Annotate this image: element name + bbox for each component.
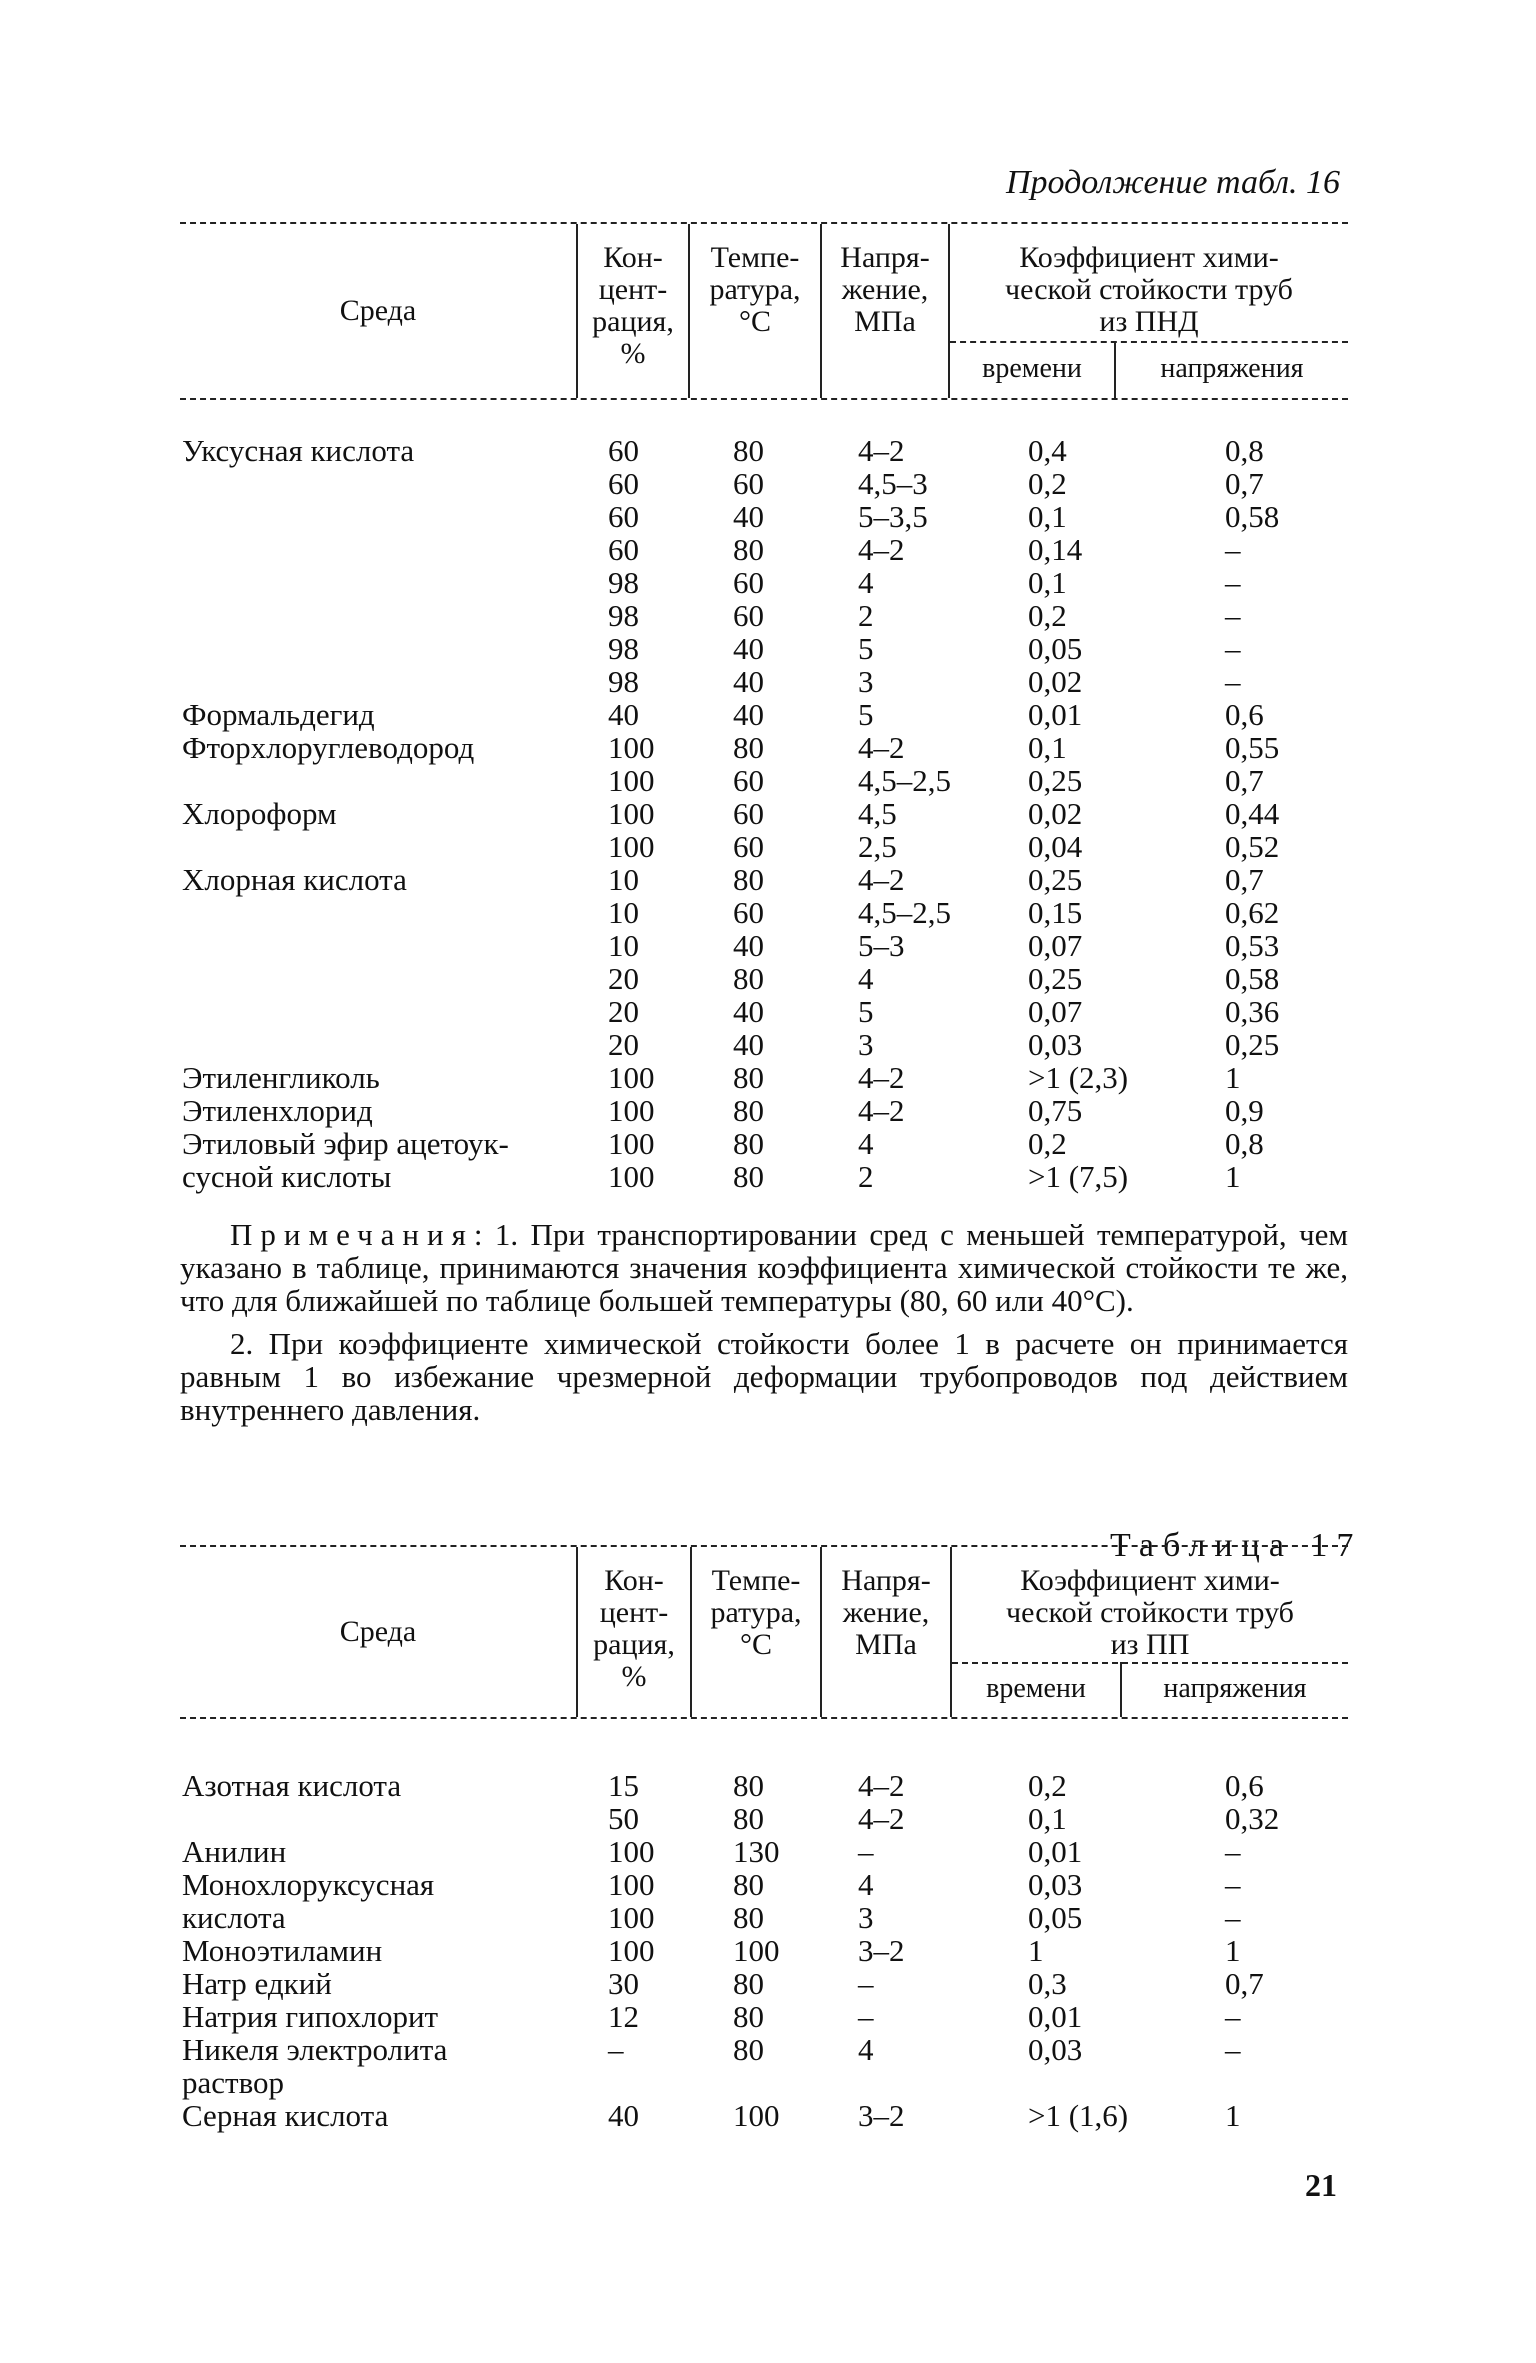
cell-concentration: 20 — [608, 961, 639, 996]
cell-stress: 4 — [858, 1867, 874, 1902]
cell-time-coef: 0,04 — [1028, 829, 1083, 864]
table-row — [180, 929, 1348, 962]
cell-stress-coef: 1 — [1225, 2098, 1241, 2133]
table-row — [180, 467, 1348, 500]
table-row — [180, 1934, 1348, 1967]
cell-time-coef: 0,3 — [1028, 1966, 1067, 2001]
cell-medium: Хлорная кислота — [182, 862, 407, 897]
cell-stress-coef: 1 — [1225, 1933, 1241, 1968]
cell-temperature: 60 — [733, 829, 764, 864]
cell-stress: 3 — [858, 1900, 874, 1935]
cell-concentration: 100 — [608, 1900, 655, 1935]
table-17-body — [180, 1769, 1348, 2132]
cell-stress-coef: 0,8 — [1225, 433, 1264, 468]
header-concentration: Кон- цент- рация, % — [592, 241, 674, 370]
cell-stress: 3–2 — [858, 1933, 905, 1968]
cell-medium: Хлороформ — [182, 796, 337, 831]
cell-stress: 3 — [858, 664, 874, 699]
cell-temperature: 40 — [733, 664, 764, 699]
cell-temperature: 80 — [733, 1093, 764, 1128]
notes-label: Примечания — [230, 1217, 474, 1252]
cell-medium: Формальдегид — [182, 697, 375, 732]
cell-concentration: 12 — [608, 1999, 639, 2034]
header-coefficient: Коэффициент хими- ческой стойкости труб из ПНД — [1005, 241, 1293, 338]
table-row — [180, 830, 1348, 863]
cell-temperature: 80 — [733, 1999, 764, 2034]
table-row — [180, 599, 1348, 632]
cell-temperature: 80 — [733, 2032, 764, 2067]
cell-medium: Никеля электролита — [182, 2032, 448, 2067]
cell-time-coef: 0,1 — [1028, 730, 1067, 765]
cell-stress-coef: – — [1225, 2032, 1241, 2067]
cell-stress: 3 — [858, 1027, 874, 1062]
table-row — [180, 533, 1348, 566]
table-row — [180, 1127, 1348, 1160]
table-row — [180, 764, 1348, 797]
cell-concentration: 50 — [608, 1801, 639, 1836]
notes — [180, 1218, 1348, 1426]
cell-concentration: 100 — [608, 730, 655, 765]
cell-temperature: 40 — [733, 499, 764, 534]
cell-concentration: 60 — [608, 499, 639, 534]
cell-medium: Монохлоруксусная — [182, 1867, 435, 1902]
cell-concentration: 30 — [608, 1966, 639, 2001]
cell-time-coef: 0,2 — [1028, 1126, 1067, 1161]
cell-concentration: 100 — [608, 763, 655, 798]
cell-stress-coef: 0,62 — [1225, 895, 1280, 930]
cell-stress: 4–2 — [858, 1768, 905, 1803]
cell-stress: 4–2 — [858, 532, 905, 567]
cell-time-coef: 0,03 — [1028, 1027, 1083, 1062]
cell-temperature: 40 — [733, 631, 764, 666]
cell-stress: 3–2 — [858, 2098, 905, 2133]
cell-time-coef: 0,02 — [1028, 664, 1083, 699]
cell-time-coef: 0,25 — [1028, 961, 1083, 996]
table-row — [180, 1901, 1348, 1934]
table-16-header — [180, 222, 1348, 400]
table-row — [180, 1769, 1348, 1802]
cell-stress-coef: – — [1225, 664, 1241, 699]
cell-temperature: 100 — [733, 2098, 780, 2133]
table-row — [180, 665, 1348, 698]
cell-stress-coef: – — [1225, 1900, 1241, 1935]
header-time: времени — [986, 1673, 1086, 1704]
cell-concentration: 10 — [608, 928, 639, 963]
cell-stress: 4 — [858, 1126, 874, 1161]
cell-medium: раствор — [182, 2065, 284, 2100]
table-row — [180, 797, 1348, 830]
cell-stress: 4 — [858, 961, 874, 996]
cell-stress-coef: 0,53 — [1225, 928, 1280, 963]
cell-time-coef: 0,2 — [1028, 466, 1067, 501]
cell-concentration: 40 — [608, 697, 639, 732]
table-16-body — [180, 434, 1348, 1193]
cell-stress: 4–2 — [858, 1060, 905, 1095]
table-row — [180, 962, 1348, 995]
cell-stress: 5 — [858, 697, 874, 732]
cell-stress-coef: – — [1225, 565, 1241, 600]
cell-concentration: 100 — [608, 1159, 655, 1194]
cell-time-coef: 0,05 — [1028, 631, 1083, 666]
cell-temperature: 130 — [733, 1834, 780, 1869]
cell-concentration: 40 — [608, 2098, 639, 2133]
header-medium: Среда — [339, 1615, 417, 1648]
cell-time-coef: 0,03 — [1028, 2032, 1083, 2067]
cell-concentration: 60 — [608, 532, 639, 567]
cell-time-coef: 0,03 — [1028, 1867, 1083, 1902]
cell-stress: 4,5–3 — [858, 466, 928, 501]
table-row — [180, 566, 1348, 599]
cell-stress-coef: – — [1225, 532, 1241, 567]
cell-temperature: 40 — [733, 1027, 764, 1062]
cell-time-coef: 0,14 — [1028, 532, 1083, 567]
cell-stress: 4 — [858, 2032, 874, 2067]
cell-time-coef: 0,4 — [1028, 433, 1067, 468]
header-time: времени — [982, 353, 1082, 384]
cell-medium: Фторхлоруглеводород — [182, 730, 475, 765]
cell-time-coef: >1 (7,5) — [1028, 1159, 1129, 1194]
cell-concentration: 10 — [608, 895, 639, 930]
cell-stress-coef: 1 — [1225, 1159, 1241, 1194]
table-row — [180, 1868, 1348, 1901]
cell-stress-coef: 0,44 — [1225, 796, 1280, 831]
note-1: Примечания: 1. При транспортировании сред с меньшей температурой, чем указано в таблице, принимаются значения коэффициента химической стойкости те же, что для ближайшей по таблице большей температуры (80, 60 или 40°С). — [180, 1217, 1348, 1318]
cell-time-coef: 0,75 — [1028, 1093, 1083, 1128]
table-17 — [180, 1545, 1348, 2132]
cell-temperature: 60 — [733, 466, 764, 501]
cell-stress-coef: 0,52 — [1225, 829, 1280, 864]
cell-stress-coef: 0,58 — [1225, 499, 1280, 534]
header-tension: напряжения — [1163, 1673, 1307, 1704]
cell-temperature: 80 — [733, 1900, 764, 1935]
cell-concentration: 20 — [608, 994, 639, 1029]
cell-medium: Этиленгликоль — [182, 1060, 380, 1095]
cell-stress-coef: 0,55 — [1225, 730, 1280, 765]
cell-concentration: – — [608, 2032, 624, 2067]
table-row — [180, 2099, 1348, 2132]
cell-temperature: 80 — [733, 1801, 764, 1836]
cell-time-coef: 1 — [1028, 1933, 1044, 1968]
cell-stress-coef: 0,36 — [1225, 994, 1280, 1029]
cell-time-coef: 0,05 — [1028, 1900, 1083, 1935]
cell-stress: 4–2 — [858, 730, 905, 765]
cell-temperature: 80 — [733, 862, 764, 897]
cell-concentration: 100 — [608, 796, 655, 831]
cell-temperature: 40 — [733, 697, 764, 732]
cell-stress: 4–2 — [858, 1801, 905, 1836]
cell-medium: Анилин — [182, 1834, 287, 1869]
cell-time-coef: 0,07 — [1028, 928, 1083, 963]
page-number: 21 — [1305, 2167, 1337, 2203]
table-row — [180, 2033, 1348, 2066]
table-row — [180, 1835, 1348, 1868]
cell-stress: 5–3 — [858, 928, 905, 963]
cell-stress: 5 — [858, 994, 874, 1029]
cell-time-coef: >1 (2,3) — [1028, 1060, 1129, 1095]
table-row — [180, 632, 1348, 665]
cell-time-coef: 0,02 — [1028, 796, 1083, 831]
cell-concentration: 98 — [608, 631, 639, 666]
cell-stress-coef: – — [1225, 598, 1241, 633]
cell-stress-coef: 0,7 — [1225, 862, 1264, 897]
cell-concentration: 100 — [608, 1867, 655, 1902]
header-stress: Напря- жение, МПа — [840, 241, 930, 338]
cell-stress: 4,5–2,5 — [858, 895, 951, 930]
cell-concentration: 100 — [608, 1933, 655, 1968]
cell-stress-coef: 0,58 — [1225, 961, 1280, 996]
cell-stress-coef: – — [1225, 1867, 1241, 1902]
cell-temperature: 80 — [733, 1060, 764, 1095]
cell-time-coef: 0,07 — [1028, 994, 1083, 1029]
cell-time-coef: 0,25 — [1028, 862, 1083, 897]
cell-time-coef: 0,25 — [1028, 763, 1083, 798]
table-17-caption: Таблица 17 — [1110, 1527, 1363, 1564]
cell-time-coef: 0,1 — [1028, 1801, 1067, 1836]
table-row — [180, 1802, 1348, 1835]
cell-time-coef: 0,1 — [1028, 565, 1067, 600]
cell-temperature: 80 — [733, 961, 764, 996]
cell-stress-coef: 0,6 — [1225, 1768, 1264, 1803]
cell-medium: Моноэтиламин — [182, 1933, 383, 1968]
table-row — [180, 500, 1348, 533]
cell-temperature: 80 — [733, 1159, 764, 1194]
cell-stress: 5 — [858, 631, 874, 666]
cell-temperature: 80 — [733, 433, 764, 468]
header-temperature: Темпе- ратура, °С — [710, 1564, 802, 1661]
cell-medium: кислота — [182, 1900, 286, 1935]
cell-stress: 5–3,5 — [858, 499, 928, 534]
cell-medium: сусной кислоты — [182, 1159, 392, 1194]
table-row — [180, 1967, 1348, 2000]
cell-stress-coef: – — [1225, 631, 1241, 666]
cell-time-coef: 0,2 — [1028, 598, 1067, 633]
cell-stress: 2,5 — [858, 829, 897, 864]
cell-stress-coef: 0,25 — [1225, 1027, 1280, 1062]
cell-temperature: 80 — [733, 730, 764, 765]
cell-time-coef: 0,2 — [1028, 1768, 1067, 1803]
table-row — [180, 434, 1348, 467]
cell-medium: Натрия гипохлорит — [182, 1999, 439, 2034]
cell-concentration: 98 — [608, 598, 639, 633]
cell-time-coef: >1 (1,6) — [1028, 2098, 1129, 2133]
table-row — [180, 698, 1348, 731]
cell-stress-coef: – — [1225, 1999, 1241, 2034]
cell-stress-coef: 0,32 — [1225, 1801, 1280, 1836]
cell-concentration: 10 — [608, 862, 639, 897]
cell-temperature: 60 — [733, 763, 764, 798]
cell-stress: 2 — [858, 1159, 874, 1194]
cell-medium: Этиловый эфир ацетоук- — [182, 1126, 509, 1161]
cell-concentration: 100 — [608, 1834, 655, 1869]
cell-stress-coef: 0,7 — [1225, 1966, 1264, 2001]
cell-stress: 4 — [858, 565, 874, 600]
header-medium: Среда — [339, 294, 417, 327]
cell-temperature: 100 — [733, 1933, 780, 1968]
cell-concentration: 100 — [608, 1126, 655, 1161]
note-2: 2. При коэффициенте химической стойкости более 1 в расчете он принимается равным 1 во избежание чрезмерной деформации трубопроводов под действием внутреннего давления. — [180, 1326, 1348, 1427]
cell-medium: Уксусная кислота — [182, 433, 415, 468]
table-16 — [180, 222, 1348, 1193]
table-row — [180, 731, 1348, 764]
cell-time-coef: 0,01 — [1028, 697, 1083, 732]
cell-time-coef: 0,01 — [1028, 1834, 1083, 1869]
cell-stress-coef: – — [1225, 1834, 1241, 1869]
cell-stress-coef: 1 — [1225, 1060, 1241, 1095]
cell-time-coef: 0,15 — [1028, 895, 1083, 930]
table-row — [180, 896, 1348, 929]
cell-temperature: 40 — [733, 994, 764, 1029]
cell-stress: – — [858, 1834, 874, 1869]
cell-concentration: 15 — [608, 1768, 639, 1803]
cell-temperature: 60 — [733, 895, 764, 930]
cell-concentration: 100 — [608, 1093, 655, 1128]
table-row — [180, 1028, 1348, 1061]
cell-concentration: 20 — [608, 1027, 639, 1062]
cell-concentration: 100 — [608, 1060, 655, 1095]
cell-medium: Натр едкий — [182, 1966, 332, 2001]
table-row — [180, 995, 1348, 1028]
cell-stress: 4,5–2,5 — [858, 763, 951, 798]
cell-stress-coef: 0,7 — [1225, 466, 1264, 501]
table-row — [180, 1160, 1348, 1193]
cell-temperature: 40 — [733, 928, 764, 963]
table-row — [180, 2000, 1348, 2033]
cell-stress: 4–2 — [858, 1093, 905, 1128]
cell-temperature: 80 — [733, 1126, 764, 1161]
table-row — [180, 1061, 1348, 1094]
cell-time-coef: 0,1 — [1028, 499, 1067, 534]
table-17-header — [180, 1545, 1348, 1719]
cell-concentration: 60 — [608, 433, 639, 468]
cell-time-coef: 0,01 — [1028, 1999, 1083, 2034]
table-row — [180, 1094, 1348, 1127]
cell-medium: Серная кислота — [182, 2098, 389, 2133]
cell-temperature: 60 — [733, 598, 764, 633]
cell-temperature: 60 — [733, 565, 764, 600]
cell-medium: Этиленхлорид — [182, 1093, 373, 1128]
cell-temperature: 60 — [733, 796, 764, 831]
cell-concentration: 60 — [608, 466, 639, 501]
header-stress: Напря- жение, МПа — [841, 1564, 931, 1661]
header-temperature: Темпе- ратура, °С — [709, 241, 801, 338]
cell-stress: 2 — [858, 598, 874, 633]
cell-temperature: 80 — [733, 1867, 764, 1902]
cell-stress-coef: 0,8 — [1225, 1126, 1264, 1161]
header-coefficient: Коэффициент хими- ческой стойкости труб из ПП — [1006, 1564, 1294, 1661]
cell-stress-coef: 0,6 — [1225, 697, 1264, 732]
cell-stress: 4–2 — [858, 433, 905, 468]
cell-stress-coef: 0,9 — [1225, 1093, 1264, 1128]
cell-stress: 4–2 — [858, 862, 905, 897]
cell-stress: – — [858, 1999, 874, 2034]
cell-concentration: 98 — [608, 565, 639, 600]
cell-stress: 4,5 — [858, 796, 897, 831]
cell-temperature: 80 — [733, 1966, 764, 2001]
cell-concentration: 100 — [608, 829, 655, 864]
header-tension: напряжения — [1160, 353, 1304, 384]
table-row — [180, 863, 1348, 896]
cell-temperature: 80 — [733, 1768, 764, 1803]
cell-stress: – — [858, 1966, 874, 2001]
cell-temperature: 80 — [733, 532, 764, 567]
header-concentration: Кон- цент- рация, % — [593, 1564, 675, 1693]
continuation-caption: Продолжение табл. 16 — [1006, 164, 1341, 201]
cell-concentration: 98 — [608, 664, 639, 699]
cell-medium: Азотная кислота — [182, 1768, 402, 1803]
cell-stress-coef: 0,7 — [1225, 763, 1264, 798]
table-row — [180, 2066, 1348, 2099]
